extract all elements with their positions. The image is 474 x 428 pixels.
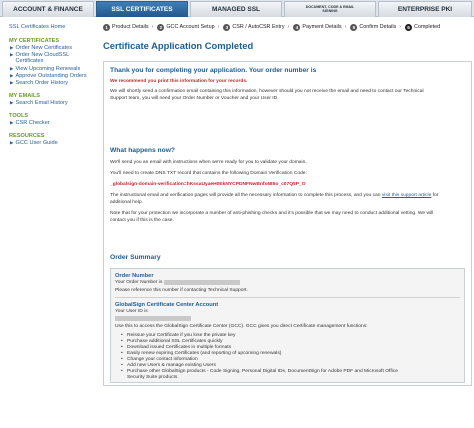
- divider: [115, 297, 460, 298]
- completion-panel: [103, 61, 472, 386]
- confirmation-paragraph: We will shortly send a confirmation email containing this information, however should you not receive the email and need to contact our Technical Support team, you will need your Order Number or Voucher and your User ID.: [110, 89, 424, 101]
- arrow-icon: ▶: [10, 52, 14, 57]
- step-product-details: 1 Product Details ›: [103, 24, 153, 31]
- anti-phishing-note: Note that for your protection we incorporate a number of anti-phishing checks and it's possible that we may need to conduct additional vetting. We will contact you if this is the case.: [110, 211, 434, 223]
- redacted-order-number: [164, 280, 240, 285]
- list-item: • Easily renew expiring Certificates (and reporting of upcoming renewals): [127, 351, 281, 356]
- arrow-icon: ▶: [10, 73, 14, 78]
- tab-document-code-email-signing[interactable]: DOCUMENT, CODE & EMAIL SIGNING: [284, 1, 376, 17]
- domain-verification-code: _globalsign-domain-verification=hKssaUyaeH0EkNYCPDNFNwBnfx685o_c07Q5P_O: [110, 182, 306, 187]
- order-number-line: Your Order Number is: [115, 280, 240, 285]
- arrow-icon: ▶: [10, 140, 14, 145]
- order-summary-panel: [110, 268, 465, 383]
- top-navigation: [0, 0, 474, 17]
- sidebar-item-csr-checker[interactable]: ▶ CSR Checker: [10, 120, 50, 126]
- step-completed: 6 Completed: [405, 24, 440, 31]
- sidebar-heading-tools: TOOLS: [9, 113, 29, 119]
- redacted-user-id: [115, 316, 191, 321]
- support-article-link[interactable]: visit this support article: [381, 193, 432, 198]
- sidebar-item-search-order-history[interactable]: ▶ Search Order History: [10, 80, 69, 86]
- gcc-account-title: GlobalSign Certificate Center Account: [115, 302, 219, 308]
- sidebar-home-link[interactable]: SSL Certificates Home: [9, 24, 66, 30]
- arrow-icon: ▶: [10, 100, 14, 105]
- sidebar-item-approve-outstanding-orders[interactable]: ▶ Approve Outstanding Orders: [10, 73, 87, 79]
- list-item: • Add new Users & manage existing Users: [127, 363, 216, 368]
- user-id-value: [115, 316, 191, 321]
- sidebar-heading-resources: RESOURCES: [9, 133, 45, 139]
- tab-ssl-certificates[interactable]: SSL CERTIFICATES: [96, 1, 188, 17]
- step-gcc-account-setup: 2 GCC Account Setup ›: [157, 24, 219, 31]
- list-item: • Change your contact information: [127, 357, 198, 362]
- order-summary-heading: Order Summary: [110, 254, 161, 261]
- gcc-description: Use this to access the GlobalSign Certificate Center (GCC). GCC gives you direct Certificate management functions:: [115, 324, 368, 329]
- tab-managed-ssl[interactable]: MANAGED SSL: [190, 1, 282, 17]
- step-csr-entry: 3 CSR / AutoCSR Entry ›: [223, 24, 289, 31]
- validate-domain-text: We'll send you an email with instructions when we're ready for you to validate your domain.: [110, 160, 307, 165]
- what-happens-heading: What happens now?: [110, 147, 176, 154]
- progress-steps: [103, 22, 444, 32]
- list-item: • Download issued Certificates in multiple formats: [127, 345, 231, 350]
- sidebar-heading-my-emails: MY EMAILS: [9, 93, 40, 99]
- sidebar-item-order-new-cloudssl[interactable]: ▶ Order New CloudSSL Certificates: [10, 52, 70, 65]
- step-confirm-details: 5 Confirm Details ›: [350, 24, 401, 31]
- user-id-line: Your User ID is: [115, 309, 148, 314]
- sidebar-item-order-new-certificates[interactable]: ▶ Order New Certificates: [10, 45, 73, 51]
- sidebar: [0, 18, 100, 428]
- tab-enterprise-pki[interactable]: ENTERPRISE PKI: [378, 1, 472, 17]
- sidebar-item-search-email-history[interactable]: ▶ Search Email History: [10, 100, 68, 106]
- main-content: [103, 18, 474, 428]
- sidebar-heading-my-certificates: MY CERTIFICATES: [9, 38, 60, 44]
- arrow-icon: ▶: [10, 80, 14, 85]
- thanks-heading: Thank you for completing your application. Your order number is: [110, 67, 317, 74]
- order-number-title: Order Number: [115, 273, 154, 279]
- arrow-icon: ▶: [10, 66, 14, 71]
- order-number-note: Please reference this number if contacting Technical Support.: [115, 288, 248, 293]
- step-payment-details: 4 Payment Details ›: [293, 24, 346, 31]
- arrow-icon: ▶: [10, 120, 14, 125]
- sidebar-item-gcc-user-guide[interactable]: ▶ GCC User Guide: [10, 140, 58, 146]
- instructional-email-text: The instructional email and verification pages will provide all the necessary information to complete this process, and you can visit this support article for additional help.: [110, 193, 439, 205]
- sidebar-item-view-upcoming-renewals[interactable]: ▶ View Upcoming Renewals: [10, 66, 81, 72]
- arrow-icon: ▶: [10, 45, 14, 50]
- list-item: • Purchase other GlobalSign products - Code Signing, Personal Digital IDs, DocumentSign for Adobe PDF and Microsoft Office: [127, 369, 398, 374]
- list-item-continuation: Security Suite products: [127, 375, 178, 380]
- page-title: Certificate Application Completed: [103, 40, 254, 51]
- print-recommendation: We recommend you print this information for your records.: [110, 79, 248, 84]
- dns-txt-text: You'll need to create DNS TXT record that contains the following Domain Verification Code:: [110, 171, 307, 176]
- list-item: • Purchase additional SSL Certificates quickly: [127, 339, 223, 344]
- list-item: • Reissue your Certificate if you lose the private key: [127, 333, 235, 338]
- tab-account-finance[interactable]: ACCOUNT & FINANCE: [2, 1, 94, 17]
